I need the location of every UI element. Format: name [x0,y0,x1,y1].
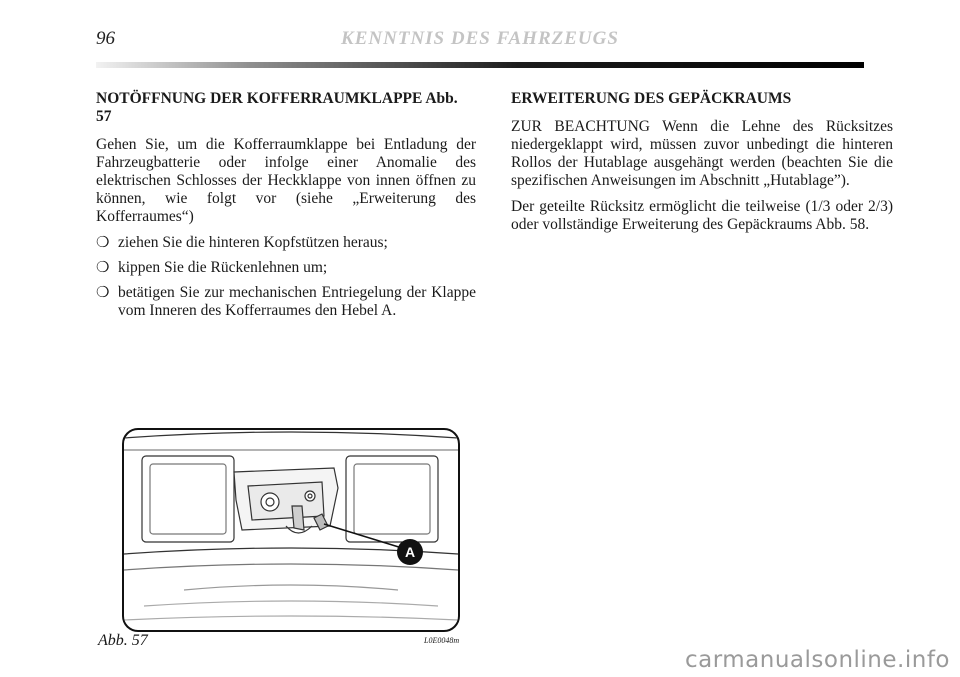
body-paragraph: Der geteilte Rücksitz ermöglicht die teilweise (1/3 oder 2/3) oder vollständige Erweiterung des Gepäckraums Abb. 58. [511,198,893,233]
list-item [96,234,476,252]
watermark-link[interactable]: carmanualsonline.info [684,647,950,673]
note-paragraph: ZUR BEACHTUNG Wenn die Lehne des Rücksitzes niedergeklappt wird, müssen zuvor unbedingt die hinteren Rollos der Hutablage ausgehängt werden (beachten Sie die spezifischen Anweisungen im Abschnitt „Hutablage”). [511,118,893,189]
bullet-circle-icon: ❍ [96,260,110,276]
section-heading-luggage-extension: ERWEITERUNG DES GEPÄCKRAUMS [511,90,792,107]
header-rule [96,62,864,68]
trunk-lock-drawing [124,430,458,630]
figure-code: L0E0048m [424,636,460,645]
list-item [96,284,476,320]
list-item-text: betätigen Sie zur mechanischen Entriegelung der Klappe vom Inneren des Kofferraumes den Hebel A. [118,284,476,319]
running-title: KENNTNIS DES FAHRZEUGS [341,28,619,49]
intro-paragraph: Gehen Sie, um die Kofferraumklappe bei Entladung der Fahrzeugbatterie oder infolge einer Anomalie des elektrischen Schlosses der Heckklappe von innen öffnen zu können, wie folgt vor (siehe „Erweiterung des Kofferraumes“) [96,136,476,225]
figure-caption: Abb. 57 [98,632,148,649]
list-item-text: kippen Sie die Rückenlehnen um; [118,259,328,276]
callout-label-a: A [404,544,416,560]
figure-trunk-lock-illustration [122,428,460,632]
bullet-circle-icon: ❍ [96,285,110,301]
instruction-list [96,234,476,320]
left-column [96,90,476,327]
page-number: 96 [96,28,115,49]
bullet-circle-icon: ❍ [96,235,110,251]
right-column [511,90,893,242]
list-item-text: ziehen Sie die hinteren Kopfstützen heraus; [118,234,388,251]
list-item [96,259,476,277]
section-heading-emergency-opening: NOTÖFFNUNG DER KOFFERRAUMKLAPPE Abb. 57 [96,90,458,125]
